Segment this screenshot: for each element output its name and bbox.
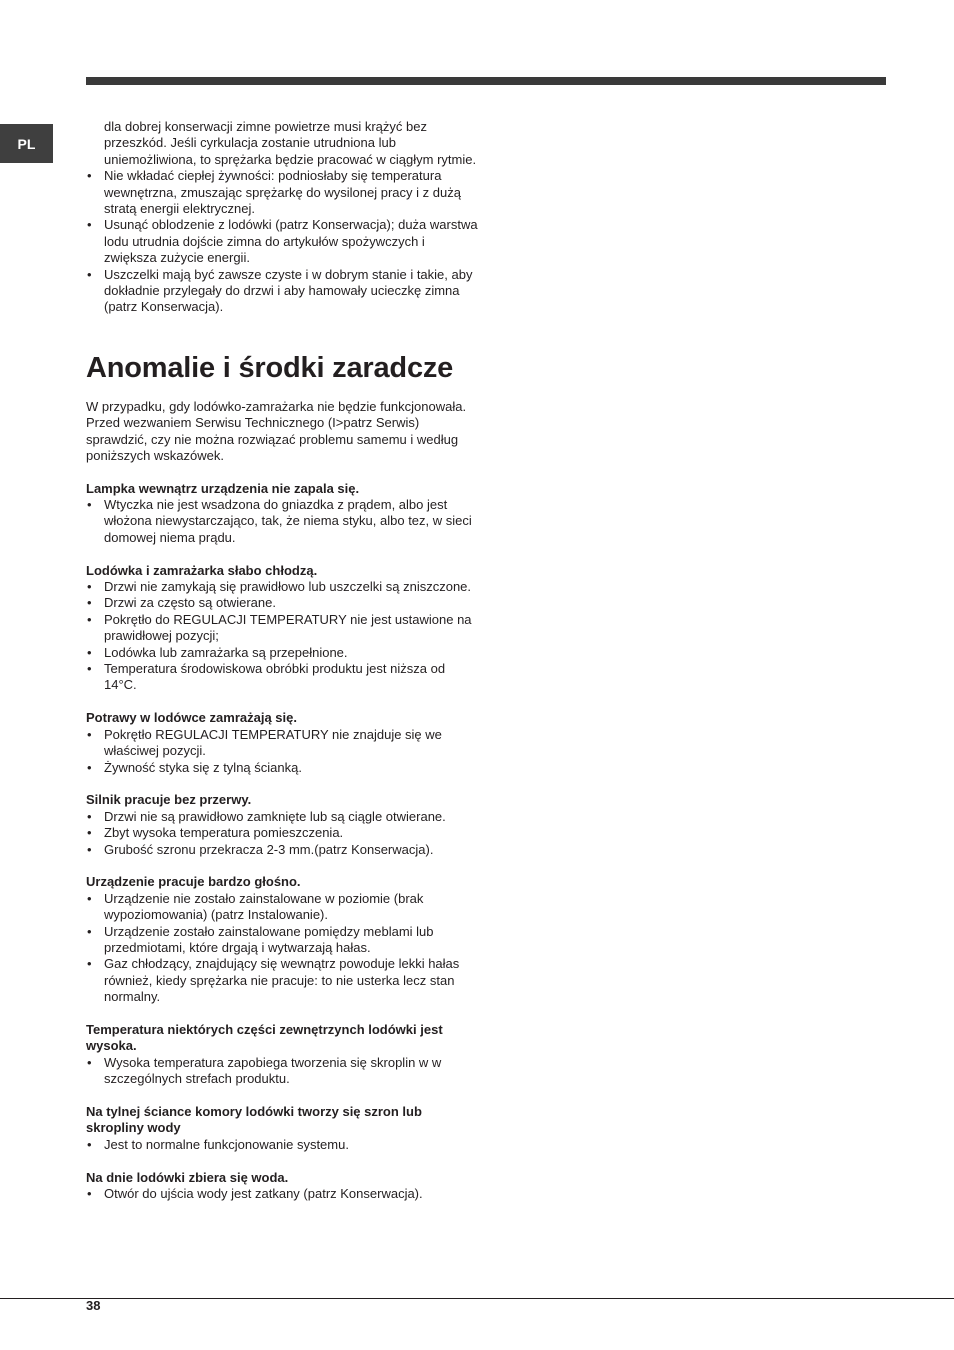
section-heading: Na tylnej ściance komory lodówki tworzy się szron lub skropliny wody xyxy=(86,1103,422,1136)
list-item: • Urządzenie zostało zainstalowane pomiędzy meblami lub przedmiotami, które drgają i wytwarzają hałas. xyxy=(86,924,478,957)
intro-list xyxy=(86,168,478,316)
list-item: • Usunąć oblodzenie z lodówki (patrz Konserwacja); duża warstwa lodu utrudnia dojście zimna do artykułów spożywczych i zwiększa zużycie energii. xyxy=(86,217,478,266)
section-heading: Na dnie lodówki zbiera się woda. xyxy=(86,1169,289,1185)
list-item: • Wysoka temperatura zapobiega tworzenia się skroplin w w szczególnych strefach produktu. xyxy=(86,1055,478,1088)
list-item: • Gaz chłodzący, znajdujący się wewnątrz powoduje lekki hałas również, kiedy sprężarka nie pracuje: to nie usterka lecz stan normalny. xyxy=(86,956,478,1005)
list-item: • Grubość szronu przekracza 2-3 mm.(patrz Konserwacja). xyxy=(86,842,478,858)
troubleshooting-body xyxy=(86,399,478,1219)
lead-paragraph: W przypadku, gdy lodówko-zamrażarka nie będzie funkcjonowała. Przed wezwaniem Serwisu Technicznego (I>patrz Serwis) sprawdzić, czy nie można rozwiązać problemu samemu i według poniższych wskazówek. xyxy=(86,399,467,464)
section-food-freezing xyxy=(86,710,478,776)
list-item: • Pokrętło do REGULACJI TEMPERATURY nie jest ustawione na prawidłowej pozycji; xyxy=(86,612,478,645)
list-item: • Uszczelki mają być zawsze czyste i w dobrym stanie i takie, aby dokładnie przylegały do drzwi i aby hamowały ucieczkę zimna (patrz Konserwacja). xyxy=(86,267,478,316)
intro-block xyxy=(86,119,478,316)
page-number: 38 xyxy=(86,1298,101,1313)
footer-rule xyxy=(0,1298,954,1299)
section-heading: Temperatura niektórych części zewnętrzynch lodówki jest wysoka. xyxy=(86,1021,443,1054)
list-item: • Zbyt wysoka temperatura pomieszczenia. xyxy=(86,825,478,841)
section-water-bottom xyxy=(86,1170,478,1203)
section-heading: Lodówka i zamrażarka słabo chłodzą. xyxy=(86,562,318,578)
header-rule xyxy=(86,77,886,85)
list-item: • Żywność styka się z tylną ścianką. xyxy=(86,760,478,776)
list-item: • Drzwi nie są prawidłowo zamknięte lub są ciągle otwierane. xyxy=(86,809,478,825)
list-item: • Jest to normalne funkcjonowanie systemu. xyxy=(86,1137,478,1153)
list-item: • Wtyczka nie jest wsadzona do gniazdka z prądem, albo jest włożona niewystarczająco, tak, że niema styku, albo tez, w sieci domowej niema prądu. xyxy=(86,497,478,546)
section-noise xyxy=(86,874,478,1005)
list-item: • Pokrętło REGULACJI TEMPERATURY nie znajduje się we właściwej pozycji. xyxy=(86,727,478,760)
section-weak-cooling xyxy=(86,563,478,694)
section-frost-back-wall xyxy=(86,1104,478,1153)
section-lamp xyxy=(86,481,478,547)
list-item: • Nie wkładać ciepłej żywności: podniosłaby się temperatura wewnętrzna, zmuszając sprężarkę do wysilonej pracy i z dużą stratą energii elektrycznej. xyxy=(86,168,478,217)
list-item: • Drzwi za często są otwierane. xyxy=(86,595,478,611)
section-heading: Lampka wewnątrz urządzenia nie zapala się. xyxy=(86,480,360,496)
intro-continuation: dla dobrej konserwacji zimne powietrze musi krążyć bez przeszkód. Jeśli cyrkulacja zostanie utrudniona lub uniemożliwiona, to sprężarka będzie pracować w ciągłym rytmie. xyxy=(104,119,477,167)
list-item: • Temperatura środowiskowa obróbki produktu jest niższa od 14°C. xyxy=(86,661,478,694)
section-title-block xyxy=(86,350,476,386)
language-tab: PL xyxy=(0,124,53,163)
list-item: • Drzwi nie zamykają się prawidłowo lub uszczelki są zniszczone. xyxy=(86,579,478,595)
section-heading: Urządzenie pracuje bardzo głośno. xyxy=(86,874,301,890)
list-item: • Urządzenie nie zostało zainstalowane w poziomie (brak wypoziomowania) (patrz Instalowanie). xyxy=(86,891,478,924)
section-heading: Silnik pracuje bez przerwy. xyxy=(86,792,252,808)
list-item: • Lodówka lub zamrażarka są przepełnione. xyxy=(86,645,478,661)
page-title: Anomalie i środki zaradcze xyxy=(86,352,454,384)
section-heading: Potrawy w lodówce zamrażają się. xyxy=(86,710,297,726)
section-external-heat xyxy=(86,1022,478,1088)
list-item: • Otwór do ujścia wody jest zatkany (patrz Konserwacja). xyxy=(86,1186,478,1202)
section-motor-running xyxy=(86,792,478,858)
